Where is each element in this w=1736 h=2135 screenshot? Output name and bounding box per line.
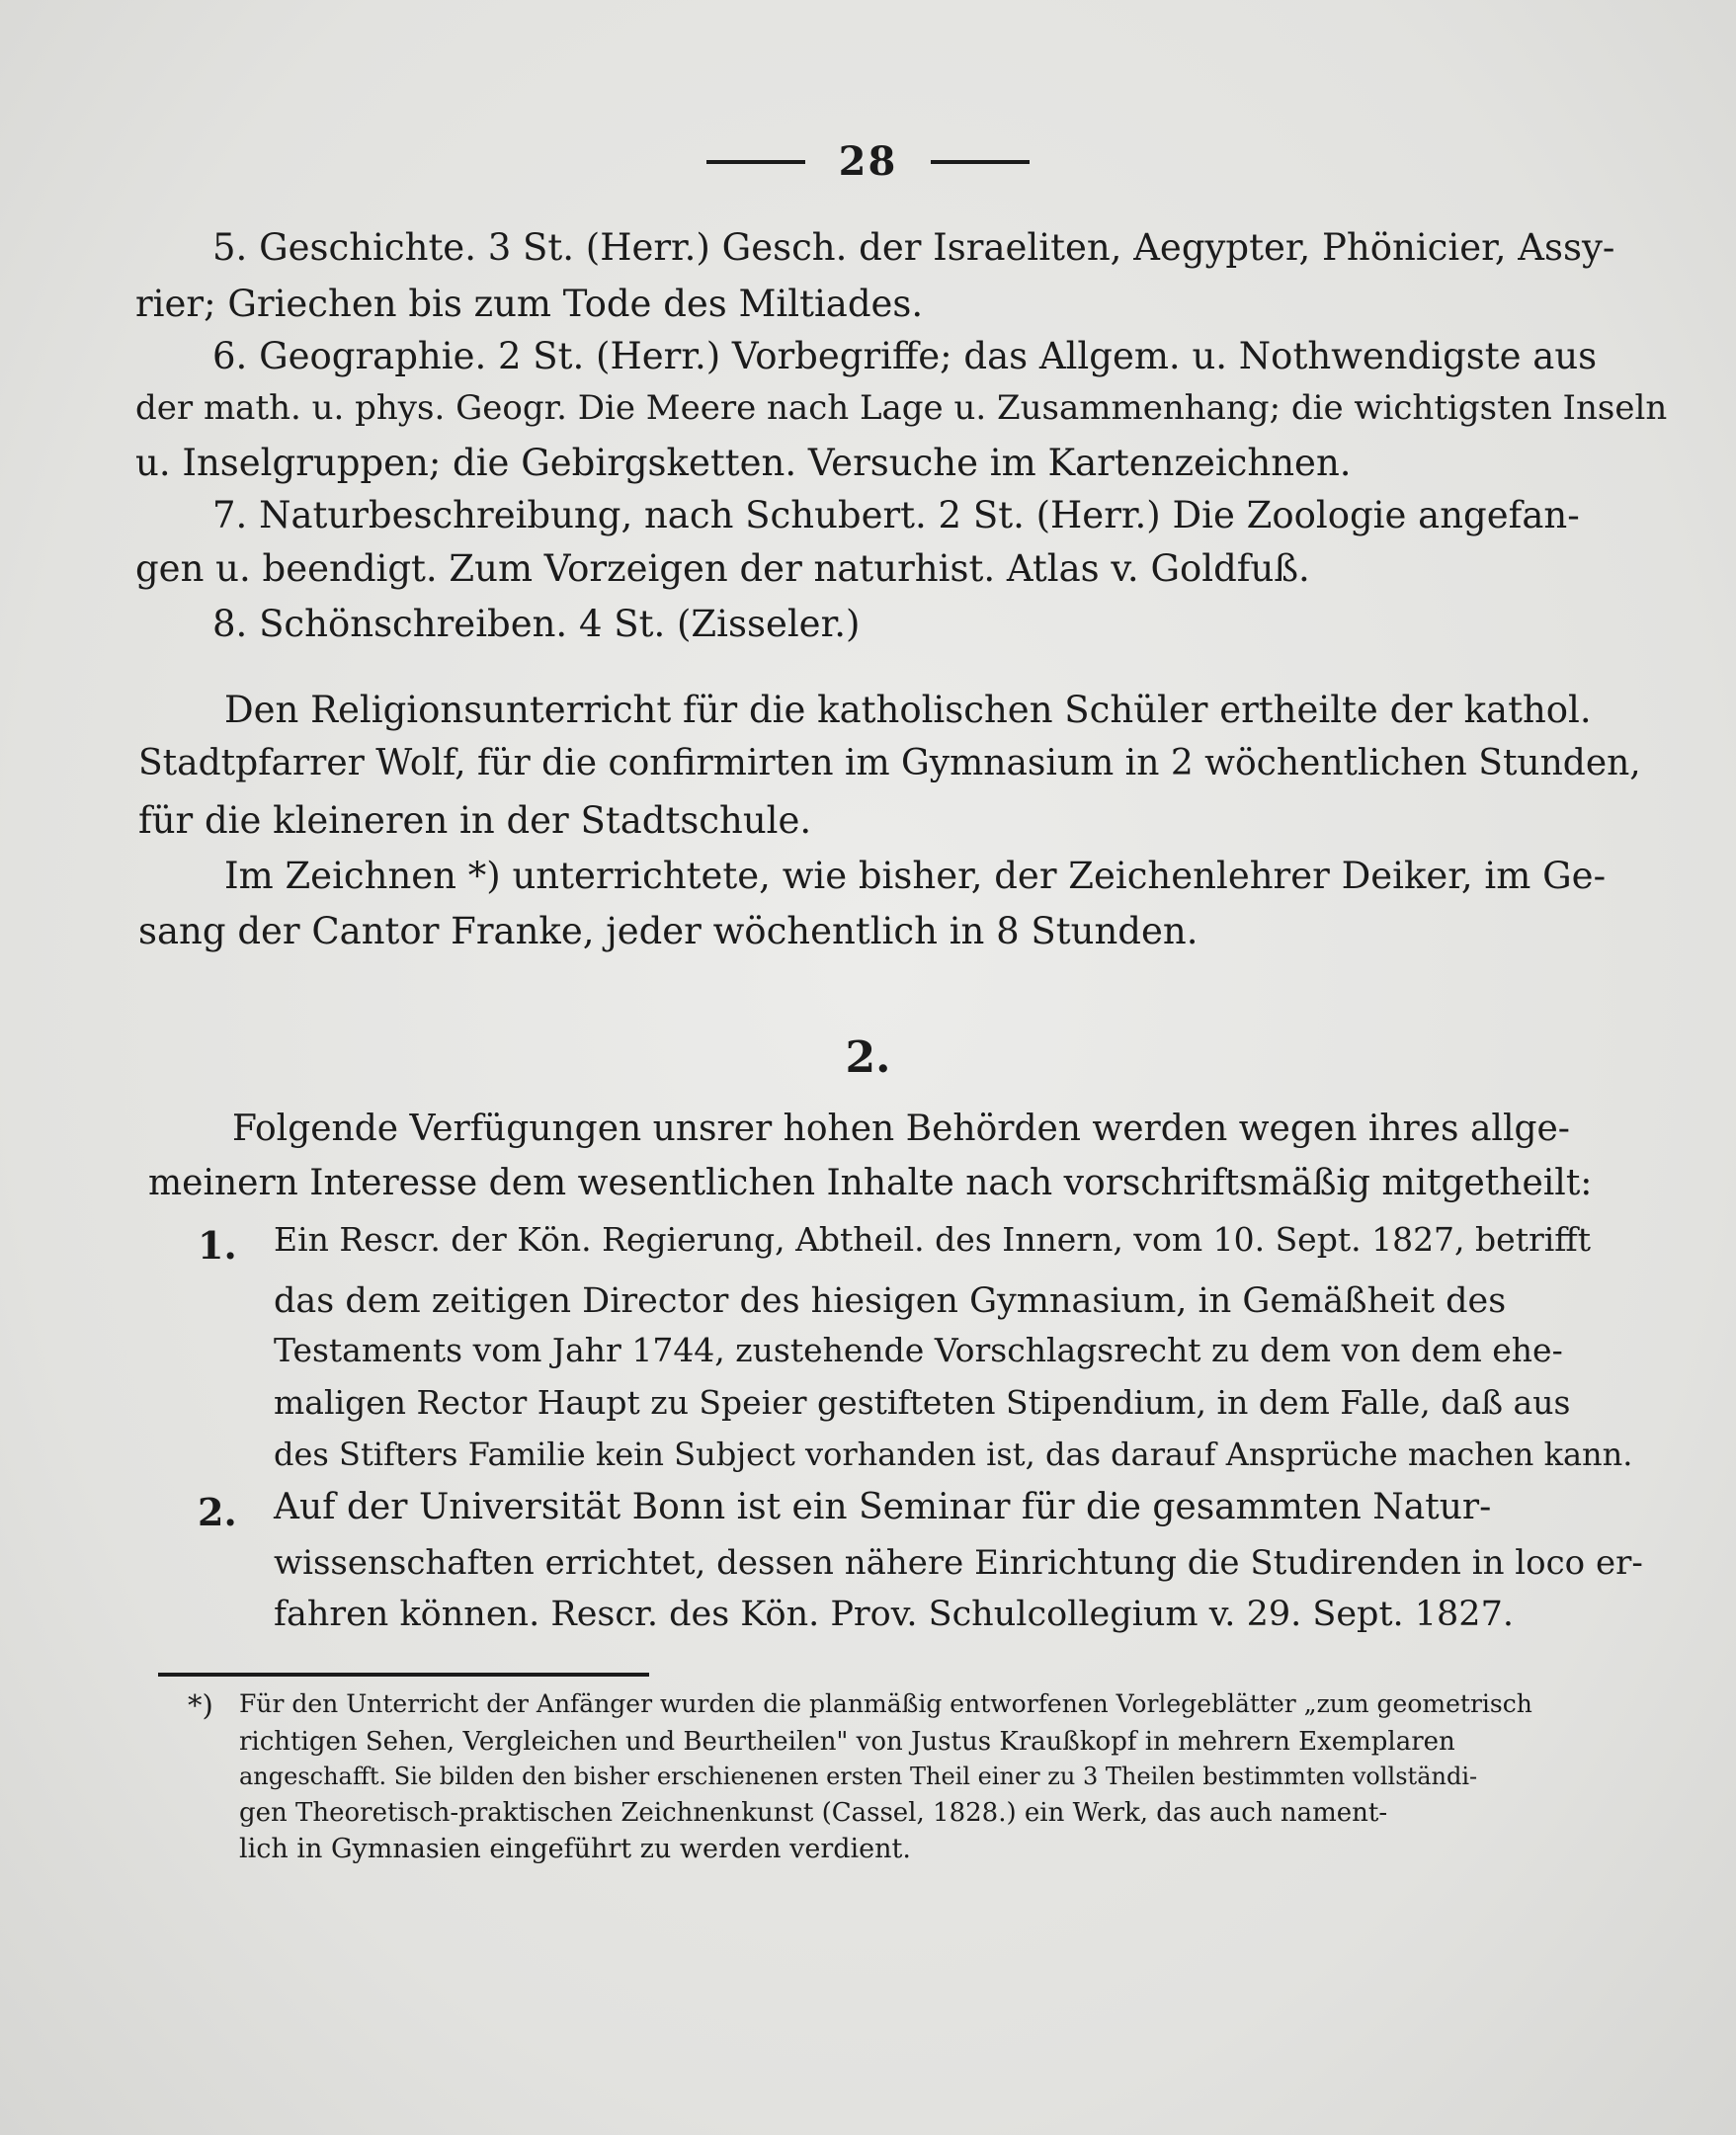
subject-7-line-1: 7. Naturbeschreibung, nach Schubert. 2 St. (Herr.) Die Zoologie angefan- (212, 494, 1580, 536)
header-dash-right (931, 160, 1030, 164)
page-header (0, 138, 1736, 185)
header-dash-left (706, 160, 805, 164)
item-2-line-3: fahren können. Rescr. des Kön. Prov. Schulcollegium v. 29. Sept. 1827. (274, 1595, 1514, 1634)
item-1-line-1: Ein Rescr. der Kön. Regierung, Abtheil. des Innern, vom 10. Sept. 1827, betrifft (274, 1220, 1591, 1259)
footnote-line-3: angeschafft. Sie bilden den bisher erschienenen ersten Theil einer zu 3 Theilen bestimmten vollständi- (239, 1763, 1478, 1790)
footnote-line-5: lich in Gymnasien eingeführt zu werden verdient. (239, 1834, 911, 1864)
religion-line-3: für die kleineren in der Stadtschule. (138, 799, 812, 842)
item-1-line-4: maligen Rector Haupt zu Speier gestifteten Stipendium, in dem Falle, daß aus (274, 1383, 1571, 1422)
footnote-rule (158, 1673, 649, 1677)
subject-6-line-1: 6. Geographie. 2 St. (Herr.) Vorbegriffe; das Allgem. u. Nothwendigste aus (212, 335, 1598, 377)
item-1-line-5: des Stifters Familie kein Subject vorhanden ist, das darauf Ansprüche machen kann. (274, 1436, 1633, 1473)
footnote-line-4: gen Theoretisch-praktischen Zeichnenkunst (Cassel, 1828.) ein Werk, das auch nament- (239, 1798, 1388, 1828)
item-2-line-1: Auf der Universität Bonn ist ein Seminar für die gesammten Natur- (274, 1487, 1492, 1527)
item-2-line-2: wissenschaften errichtet, dessen nähere Einrichtung die Studirenden in loco er- (274, 1543, 1643, 1583)
item-1-line-2: das dem zeitigen Director des hiesigen Gymnasium, in Gemäßheit des (274, 1281, 1507, 1321)
section-2-intro-line-2: meinern Interesse dem wesentlichen Inhalte nach vorschriftsmäßig mitgetheilt: (148, 1163, 1593, 1203)
item-1-number: 1. (198, 1223, 237, 1268)
footnote-line-1: Für den Unterricht der Anfänger wurden die planmäßig entworfenen Vorlegeblätter „zum geometrisch (239, 1689, 1532, 1718)
subject-6-line-3: u. Inselgruppen; die Gebirgsketten. Versuche im Kartenzeichnen. (135, 442, 1352, 484)
section-2-number: 2. (845, 1032, 891, 1083)
drawing-line-2: sang der Cantor Franke, jeder wöchentlich in 8 Stunden. (138, 910, 1199, 952)
subject-7-line-2: gen u. beendigt. Zum Vorzeigen der naturhist. Atlas v. Goldfuß. (135, 547, 1310, 590)
subject-5-line-2: rier; Griechen bis zum Tode des Miltiades. (135, 283, 924, 325)
religion-line-2: Stadtpfarrer Wolf, für die confirmirten im Gymnasium in 2 wöchentlichen Stunden, (138, 743, 1641, 783)
footnote-line-2: richtigen Sehen, Vergleichen und Beurtheilen" von Justus Kraußkopf in mehrern Exemplaren (239, 1727, 1455, 1757)
item-1-line-3: Testaments vom Jahr 1744, zustehende Vorschlagsrecht zu dem von dem ehe- (274, 1331, 1563, 1369)
subject-5-line-1: 5. Geschichte. 3 St. (Herr.) Gesch. der Israeliten, Aegypter, Phönicier, Assy- (212, 226, 1615, 269)
item-2-number: 2. (198, 1490, 237, 1534)
section-2-intro-line-1: Folgende Verfügungen unsrer hohen Behörden werden wegen ihres allge- (232, 1109, 1570, 1149)
footnote-marker: *) (188, 1688, 213, 1722)
religion-line-1: Den Religionsunterricht für die katholischen Schüler ertheilte der kathol. (224, 689, 1592, 731)
subject-8-line-1: 8. Schönschreiben. 4 St. (Zisseler.) (212, 603, 861, 645)
drawing-line-1: Im Zeichnen *) unterrichtete, wie bisher, der Zeichenlehrer Deiker, im Ge- (224, 855, 1607, 897)
subject-6-line-2: der math. u. phys. Geogr. Die Meere nach Lage u. Zusammenhang; die wichtigsten Inseln (135, 388, 1668, 428)
page-number: 28 (838, 138, 898, 185)
